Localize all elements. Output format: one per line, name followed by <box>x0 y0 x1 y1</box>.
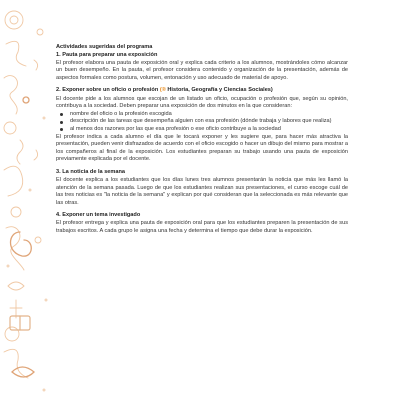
section-paragraph: El docente pide a los alumnos que escojan de un listado un oficio, ocupación o profesión que, según su opinión, contribuya a la sociedad. Deben preparar una exposición de dos minutos en la que consideran: <box>56 95 348 110</box>
list-item: nombre del oficio o la profesión escogida <box>56 111 348 119</box>
list-item: al menos dos razones por las que esa profesión o ese oficio contribuye a la sociedad <box>56 126 348 134</box>
section-2 <box>56 87 348 163</box>
list-item: descripción de las tareas que desempeña alguien con esa profesión (dónde trabaja y labores que realiza) <box>56 118 348 126</box>
subject-link-tag: (® <box>159 87 166 94</box>
decorative-border-doodles <box>0 0 60 400</box>
section-paragraph: El profesor entrega y explica una pauta de exposición oral para que los estudiantes preparen la presentación de sus trabajos escritos. A cada grupo le asigna una fecha y determina el tiempo que debe durar la exposición. <box>56 220 348 235</box>
section-heading: 2. Exponer sobre un oficio o profesión (® Historia, Geografía y Ciencias Sociales) <box>56 87 273 94</box>
document-page <box>56 44 348 241</box>
page-title: Actividades sugeridas del programa <box>56 44 153 50</box>
bullet-list <box>56 111 348 134</box>
section-heading: 1. Pauta para preparar una exposición <box>56 51 158 58</box>
section-paragraph: El docente explica a los estudiantes que los días lunes tres alumnos presentarán la noticia que más les llamó la atención de la semana pasada. Luego de que los estudiantes realizan sus presentaciones, el curso escoge cuál de las tres noticias es "la noticia de la semana" y explican por qué consideran que la seleccionada es más relevante que las otras. <box>56 177 348 206</box>
section-1 <box>56 52 348 83</box>
section-heading: 3. La noticia de la semana <box>56 168 126 175</box>
section-paragraph: El profesor elabora una pauta de exposición oral y explica cada criterio a los alumnos, mostrándoles cómo alcanzar un buen desempeño. En la pauta, el profesor considera contenido y organización de la presentación, además de aspectos formales como postura, volumen, entonación y uso adecuado de material de apoyo. <box>56 59 348 81</box>
section-3 <box>56 169 348 207</box>
section-heading: 4. Exponer un tema investigado <box>56 212 141 219</box>
section-paragraph: El profesor indica a cada alumno el día que le tocará exponer y les sugiere que, para hacer más atractiva la presentación, pueden venir disfrazados de acuerdo con el oficio escogido o hacer un dibujo del mismo para mostrar a los compañeros al final de la exposición. Los estudiantes preparan su trabajo usando una pauta de exposición previamente explicada por el docente. <box>56 133 348 163</box>
section-4 <box>56 212 348 235</box>
